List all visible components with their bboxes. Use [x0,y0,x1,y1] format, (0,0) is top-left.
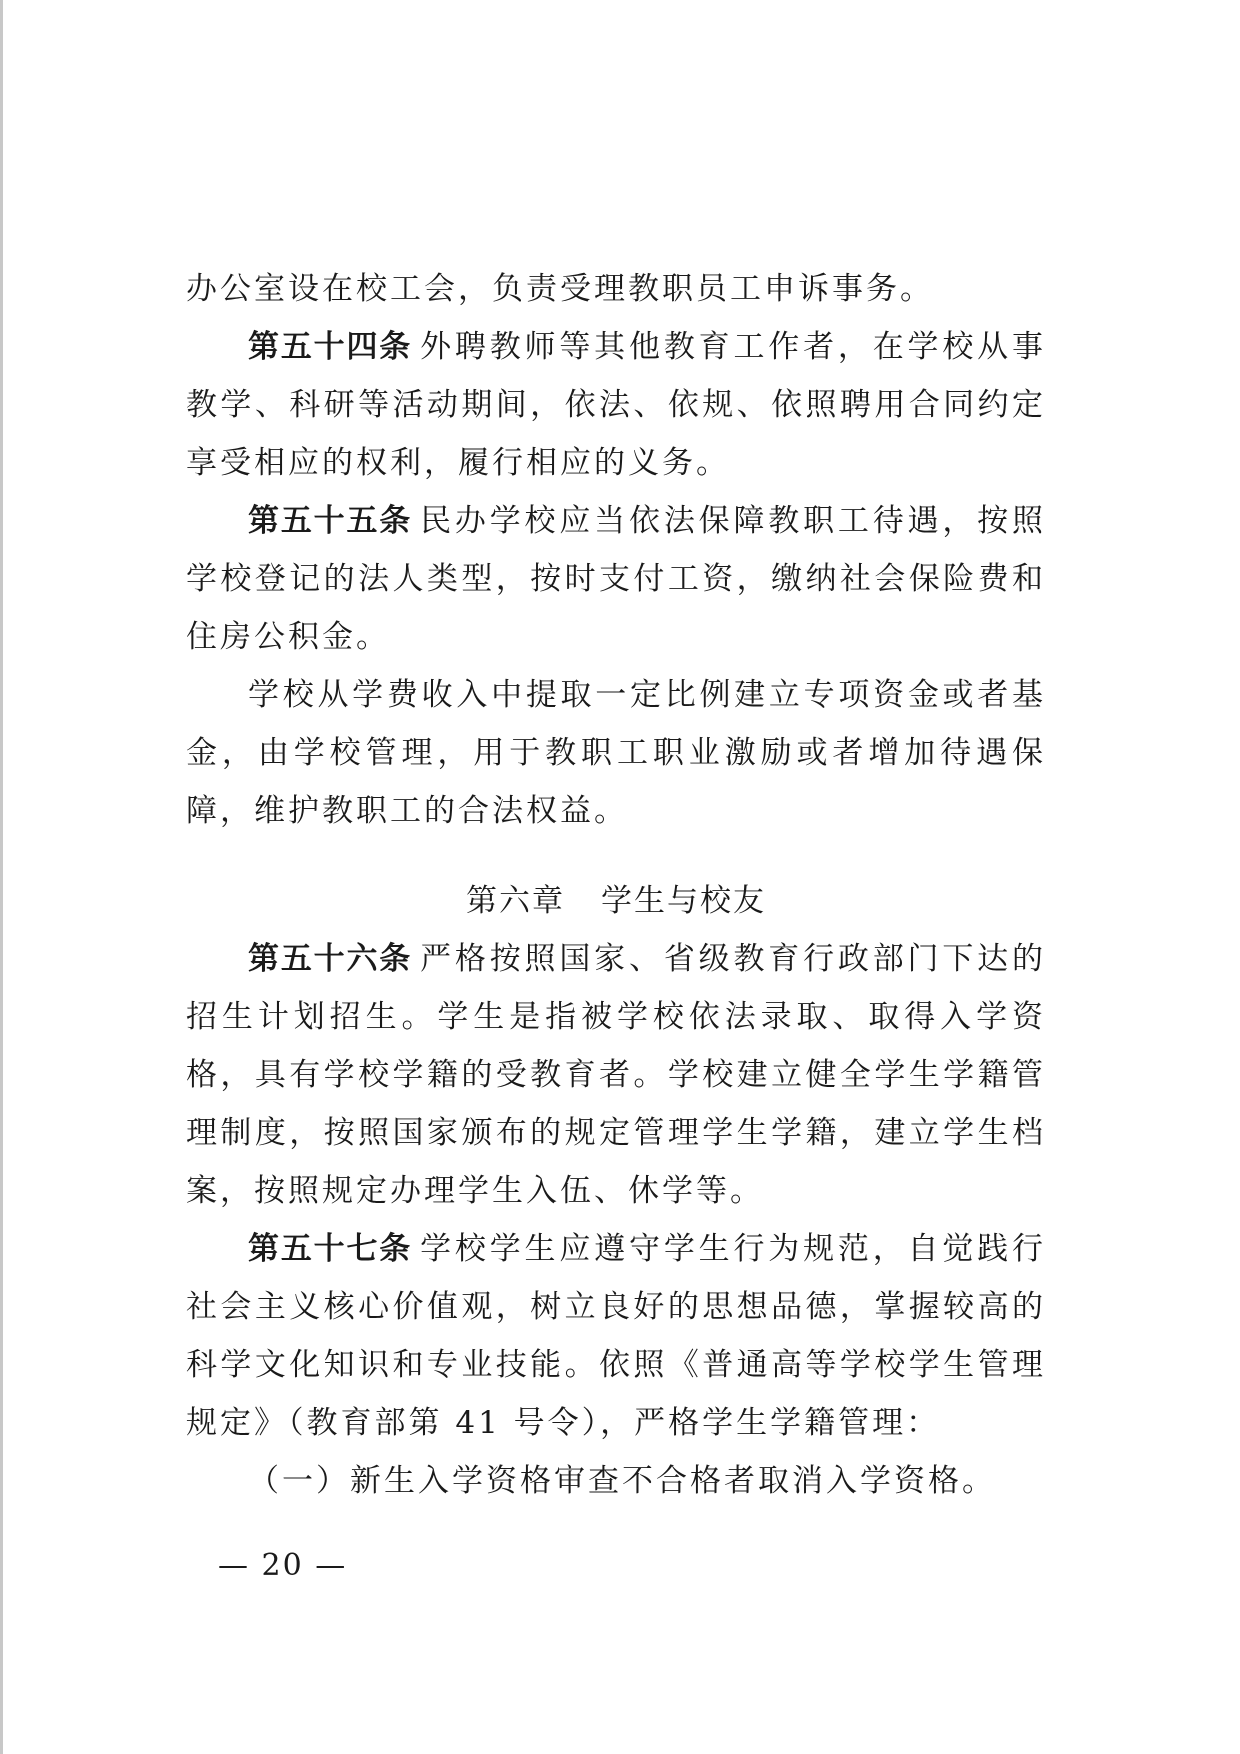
article-label: 第五十六条 [248,941,413,977]
chapter-title: 学生与校友 [601,883,766,919]
paragraph-text: 学校学生应遵守学生行为规范，自觉践行社会主义核心价值观，树立良好的思想品德，掌握较高的科学文化知识和专业技能。依照《普通高等学校学生管理规定》（教育部第 41 号令），严格学生学籍管理： [186,1231,1047,1441]
paragraph-text: 外聘教师等其他教育工作者，在学校从事教学、科研等活动期间，依法、依规、依照聘用合同约定享受相应的权利，履行相应的义务。 [186,329,1047,481]
paragraph-text: （一）新生入学资格审查不合格者取消入学资格。 [248,1463,996,1499]
paragraph-text: 民办学校应当依法保障教职工待遇，按照学校登记的法人类型，按时支付工资，缴纳社会保险费和住房公积金。 [186,503,1047,655]
paragraph [186,492,1046,666]
article-label: 第五十五条 [248,503,413,539]
paragraph [186,1452,1046,1510]
paragraph [186,318,1046,492]
chapter-heading [186,872,1046,930]
scan-edge [0,0,3,1754]
paragraphs-after-chapter [186,930,1046,1510]
page-number: — 20 — [218,1548,348,1583]
paragraph-text: 学校从学费收入中提取一定比例建立专项资金或者基金，由学校管理，用于教职工职业激励或者增加待遇保障，维护教职工的合法权益。 [186,677,1046,829]
document-body [186,260,1046,1510]
paragraph [186,930,1046,1220]
chapter-number: 第六章 [466,883,565,919]
paragraphs-before-chapter [186,260,1046,840]
paragraph [186,260,1046,318]
paragraph [186,666,1046,840]
article-label: 第五十七条 [248,1231,413,1267]
paragraph-text: 办公室设在校工会，负责受理教职员工申诉事务。 [186,271,934,307]
article-label: 第五十四条 [248,329,413,365]
paragraph [186,1220,1046,1452]
paragraph-text: 严格按照国家、省级教育行政部门下达的招生计划招生。学生是指被学校依法录取、取得入学资格，具有学校学籍的受教育者。学校建立健全学生学籍管理制度，按照国家颁布的规定管理学生学籍，建立学生档案，按照规定办理学生入伍、休学等。 [186,941,1047,1209]
